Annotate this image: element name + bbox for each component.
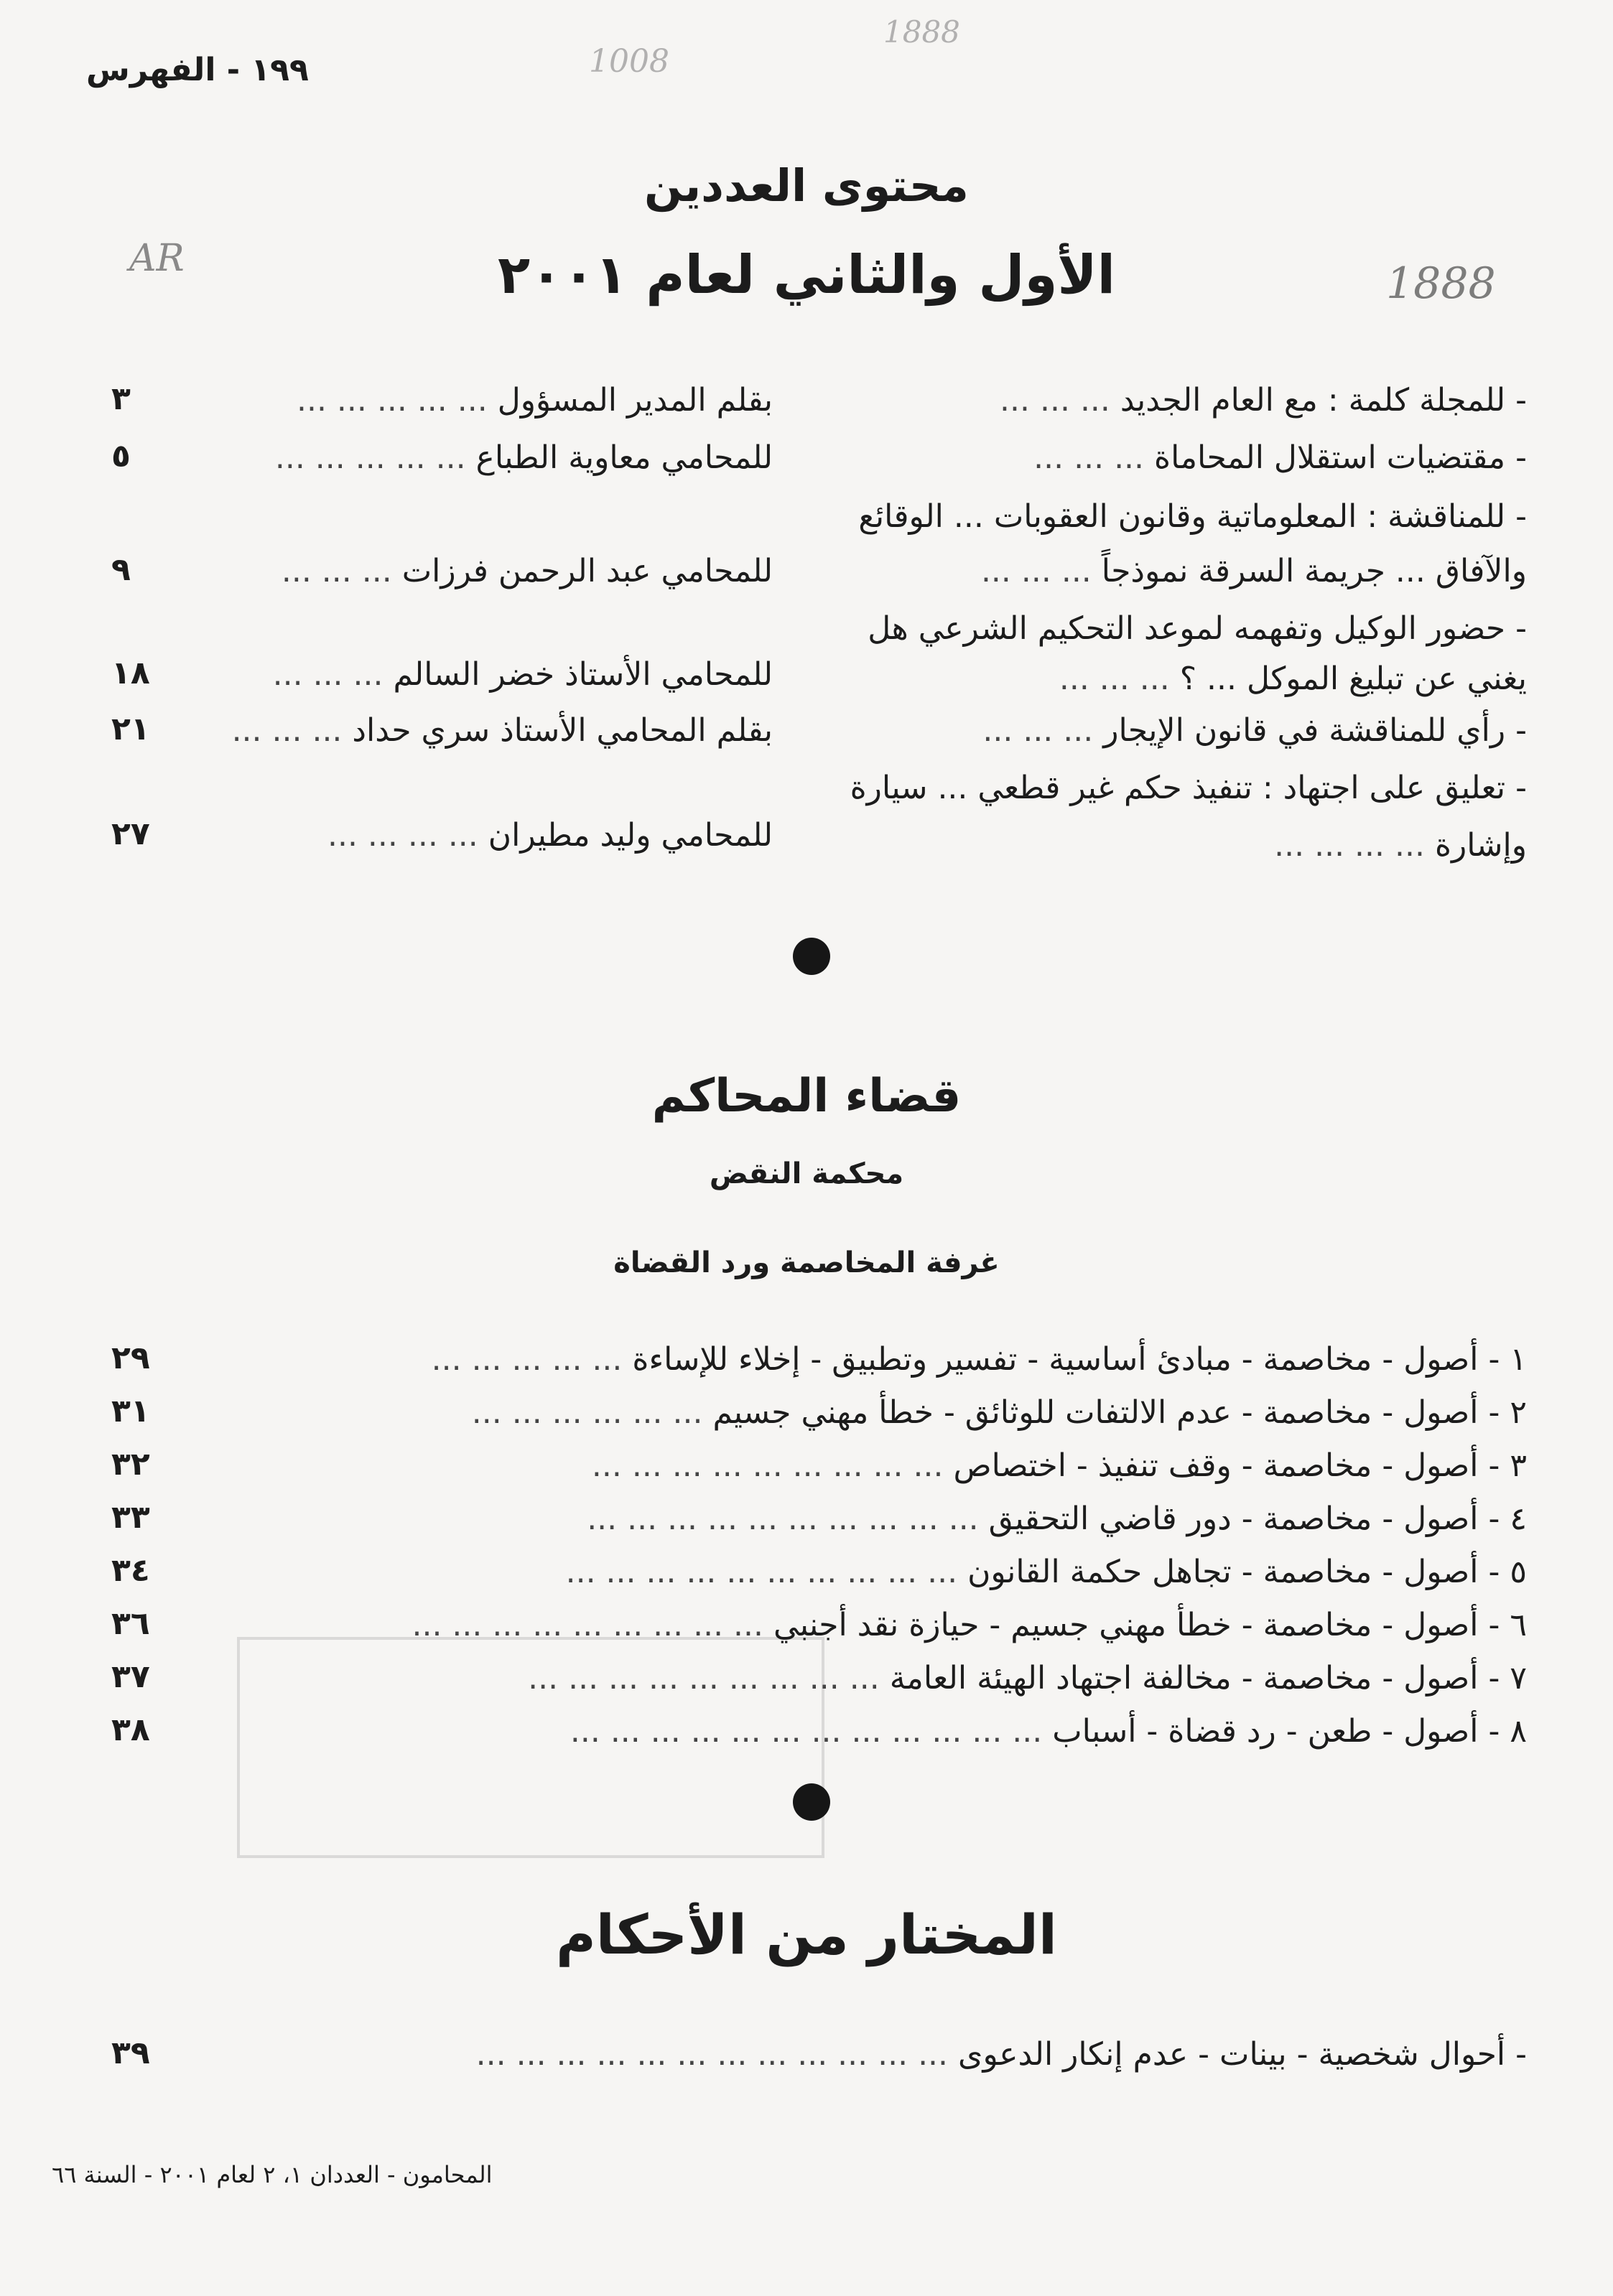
page-footer: المحامون - العددان ١، ٢ لعام ٢٠٠١ - السنة ٦٦ <box>52 2161 493 2188</box>
list-item-page: ٣١ <box>111 1393 150 1429</box>
section-title-selected: المختار من الأحكام <box>556 1903 1057 1966</box>
article-author: للمحامي عبد الرحمن فرزات ... ... ... <box>281 553 773 589</box>
list-item-page: ٣٤ <box>111 1552 150 1589</box>
list-item: ٢ - أصول - مخاصمة - عدم الالتفات للوثائق - خطأ مهني جسيم ... ... ... ... ... ... <box>471 1394 1527 1431</box>
article-author: بقلم المدير المسؤول ... ... ... ... ... <box>296 382 773 419</box>
pencil-mark: 1888 <box>883 14 960 50</box>
list-item: ٤ - أصول - مخاصمة - دور قاضي التحقيق ... ... ... ... ... ... ... ... ... ... <box>587 1501 1527 1537</box>
article-author: للمحامي الأستاذ خضر السالم ... ... ... <box>272 656 773 693</box>
list-item-page: ٣٨ <box>111 1712 150 1748</box>
chamber-name: غرفة المخاصمة ورد القضاة <box>613 1246 1000 1279</box>
contents-title: محتوى العددين <box>644 159 969 212</box>
article-author: بقلم المحامي الأستاذ سري حداد ... ... ... <box>231 712 773 749</box>
list-item: - أحوال شخصية - بينات - عدم إنكار الدعوى ... ... ... ... ... ... ... ... ... ... ... ... <box>475 2036 1527 2073</box>
list-item-page: ٣٣ <box>111 1499 150 1536</box>
article-author: للمحامي وليد مطيران ... ... ... ... <box>327 817 773 854</box>
contents-subtitle: الأول والثاني لعام ٢٠٠١ <box>497 244 1115 306</box>
pencil-mark: AR <box>129 237 185 280</box>
section-separator-bullet <box>793 1783 830 1821</box>
article-title: - حضور الوكيل وتفهمه لموعد التحكيم الشرعي هل <box>868 610 1527 647</box>
list-item: ١ - أصول - مخاصمة - مبادئ أساسية - تفسير وتطبيق - إخلاء للإساءة ... ... ... ... ... <box>431 1341 1527 1378</box>
section-separator-bullet <box>793 938 830 975</box>
article-page-number: ٣ <box>111 381 131 417</box>
article-page-number: ٥ <box>111 438 131 475</box>
article-page-number: ٢٧ <box>111 816 150 852</box>
article-page-number: ٩ <box>111 551 131 588</box>
list-item-page: ٣٢ <box>111 1446 150 1483</box>
article-page-number: ٢١ <box>111 711 150 747</box>
court-name: محكمة النقض <box>709 1157 904 1190</box>
list-item-page: ٣٧ <box>111 1658 150 1695</box>
pencil-mark: 1008 <box>589 43 669 80</box>
article-title: - مقتضيات استقلال المحاماة ... ... ... <box>1033 439 1527 476</box>
list-item: ٦ - أصول - مخاصمة - خطأ مهني جسيم - حيازة نقد أجنبي ... ... ... ... ... ... ... ... ... <box>412 1607 1527 1643</box>
article-page-number: ١٨ <box>111 655 150 691</box>
list-item: ٨ - أصول - طعن - رد قضاة - أسباب ... ... ... ... ... ... ... ... ... ... ... ... <box>570 1713 1527 1750</box>
list-item: ٧ - أصول - مخاصمة - مخالفة اجتهاد الهيئة العامة ... ... ... ... ... ... ... ... ... <box>528 1660 1527 1697</box>
list-item-page: ٢٩ <box>111 1340 150 1376</box>
article-title-cont: والآفاق ... جريمة السرقة نموذجاً ... ... ... <box>980 553 1527 589</box>
article-title: - للمناقشة : المعلوماتية وقانون العقوبات ... الوقائع <box>858 498 1527 535</box>
list-item: ٥ - أصول - مخاصمة - تجاهل حكمة القانون ... ... ... ... ... ... ... ... ... ... <box>565 1554 1527 1590</box>
article-title: - للمجلة كلمة : مع العام الجديد ... ... ... <box>1000 382 1527 419</box>
pencil-mark: 1888 <box>1386 258 1496 309</box>
article-title-cont: يغني عن تبليغ الموكل ... ؟ ... ... ... <box>1059 661 1527 697</box>
article-title: - تعليق على اجتهاد : تنفيذ حكم غير قطعي ... سيارة <box>850 770 1527 806</box>
list-item-page: ٣٩ <box>111 2035 150 2071</box>
article-title: - رأي للمناقشة في قانون الإيجار ... ... ... <box>982 712 1527 749</box>
article-author: للمحامي معاوية الطباع ... ... ... ... ... <box>274 439 773 476</box>
page-number-header: ١٩٩ - الفهرس <box>86 52 309 88</box>
section-title-courts: قضاء المحاكم <box>651 1070 962 1123</box>
list-item-page: ٣٦ <box>111 1605 150 1642</box>
article-title-cont: وإشارة ... ... ... ... <box>1274 827 1527 864</box>
list-item: ٣ - أصول - مخاصمة - وقف تنفيذ - اختصاص ... ... ... ... ... ... ... ... ... <box>591 1447 1527 1484</box>
